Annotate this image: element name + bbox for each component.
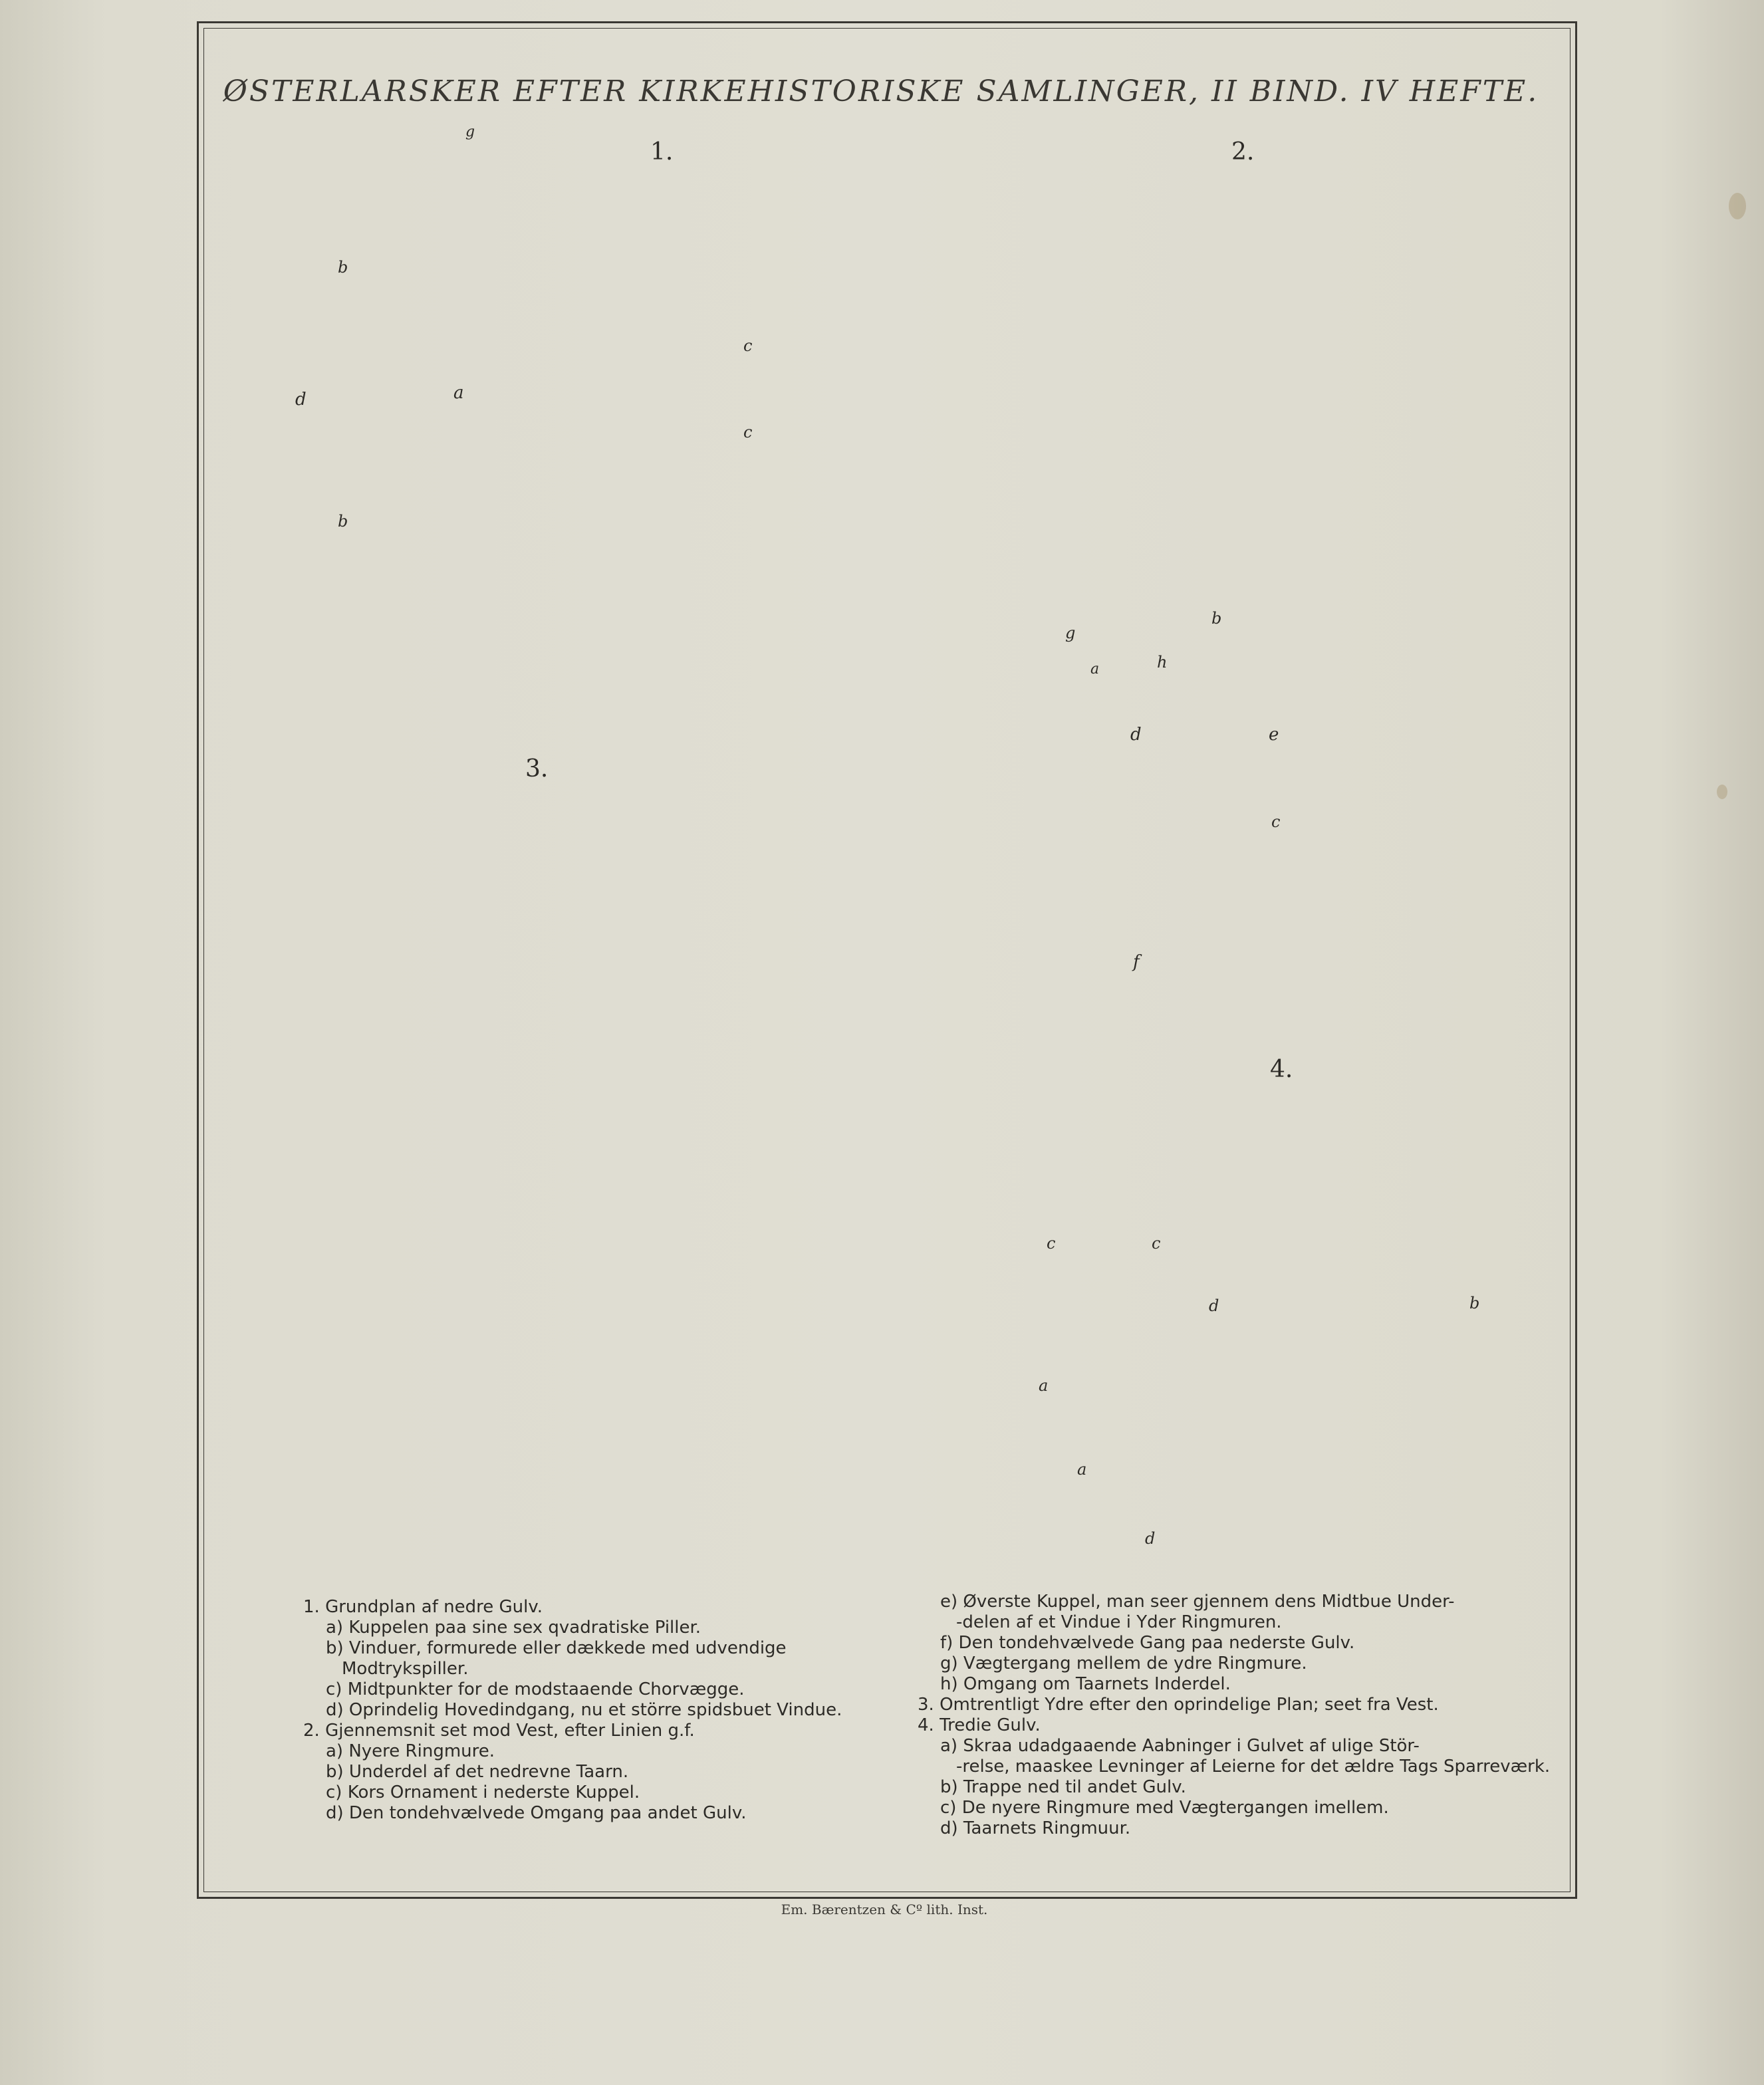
legend-item: 1. Grundplan af nedre Gulv.	[303, 1597, 543, 1617]
fig4-label-d: d	[1145, 1529, 1156, 1548]
fig2-label-b: b	[1211, 609, 1222, 628]
legend-item: a) Nyere Ringmure.	[326, 1741, 495, 1761]
legend-left	[303, 1597, 842, 1824]
legend-item: c) Kors Ornament i nederste Kuppel.	[326, 1782, 640, 1802]
fig1-label-b: b	[338, 512, 348, 531]
legend-item: c) De nyere Ringmure med Vægtergangen imellem.	[940, 1798, 1389, 1818]
legend-item: g) Vægtergang mellem de ydre Ringmure.	[940, 1654, 1307, 1673]
fig2-label-c: c	[1271, 812, 1281, 831]
figure-2-number: 2.	[1231, 138, 1255, 166]
legend-item: c) Midtpunkter for de modstaaende Chorvægge.	[326, 1679, 745, 1699]
legend-item: d) Oprindelig Hovedindgang, nu et större spidsbuet Vindue.	[326, 1700, 842, 1720]
fig2-label-h: h	[1157, 653, 1168, 672]
paper-stain	[1729, 193, 1746, 219]
legend-item: 3. Omtrentligt Ydre efter den oprindelige Plan; seet fra Vest.	[918, 1695, 1439, 1715]
fig4-label-b: b	[1469, 1294, 1480, 1312]
fig2-label-e: e	[1269, 725, 1279, 745]
fig2-label-g: g	[1065, 624, 1076, 642]
legend-item: e) Øverste Kuppel, man seer gjennem dens Midtbue Under-	[940, 1592, 1455, 1612]
fig1-label-a: a	[453, 383, 464, 403]
legend-item: b) Underdel af det nedrevne Taarn.	[326, 1762, 629, 1782]
fig4-label-d: d	[1209, 1296, 1219, 1315]
legend-item: a) Skraa udadgaaende Aabninger i Gulvet af ulige Stör-	[940, 1736, 1420, 1756]
legend-item: Modtrykspiller.	[342, 1659, 469, 1679]
paper-stain	[1717, 785, 1727, 799]
fig1-label-c: c	[743, 423, 753, 441]
printer-credit: Em. Bærentzen & Cº lith. Inst.	[781, 1901, 988, 1917]
legend-item: d) Taarnets Ringmuur.	[940, 1818, 1131, 1838]
fig1-label-c: c	[743, 336, 753, 355]
legend-item: -relse, maaskee Levninger af Leierne for det ældre Tags Sparreværk.	[956, 1757, 1551, 1777]
fig4-label-a: a	[1077, 1460, 1087, 1479]
figure-1-number: 1.	[650, 138, 674, 166]
legend-item: b) Vinduer, formurede eller dækkede med udvendige	[326, 1638, 787, 1658]
figure-3-number: 3.	[525, 755, 549, 783]
fig2-label-a: a	[1090, 661, 1100, 677]
fig1-label-d: d	[295, 390, 307, 410]
legend-right	[918, 1592, 1550, 1839]
legend-item: -delen af et Vindue i Yder Ringmuren.	[956, 1612, 1282, 1632]
fig2-label-f: f	[1133, 952, 1140, 972]
fig1-label-b: b	[338, 258, 348, 277]
figure-4-number: 4.	[1270, 1056, 1293, 1083]
legend-item: h) Omgang om Taarnets Inderdel.	[940, 1674, 1231, 1694]
plate-title: ØSTERLARSKER EFTER KIRKEHISTORISKE SAMLINGER, II BIND. IV HEFTE.	[223, 74, 1539, 108]
fig2-label-d: d	[1130, 725, 1142, 745]
fig4-label-a: a	[1039, 1376, 1049, 1395]
legend-item: 4. Tredie Gulv.	[918, 1715, 1041, 1735]
legend-item: f) Den tondehvælvede Gang paa nederste Gulv.	[940, 1633, 1355, 1653]
fig1-label-g: g	[465, 124, 475, 140]
legend-item: a) Kuppelen paa sine sex qvadratiske Piller.	[326, 1618, 701, 1638]
fig4-label-c: c	[1047, 1234, 1056, 1253]
legend-item: b) Trappe ned til andet Gulv.	[940, 1777, 1186, 1797]
fig4-label-c: c	[1152, 1234, 1161, 1253]
legend-item: d) Den tondehvælvede Omgang paa andet Gulv.	[326, 1803, 747, 1823]
legend-item: 2. Gjennemsnit set mod Vest, efter Linien g.f.	[303, 1721, 695, 1741]
